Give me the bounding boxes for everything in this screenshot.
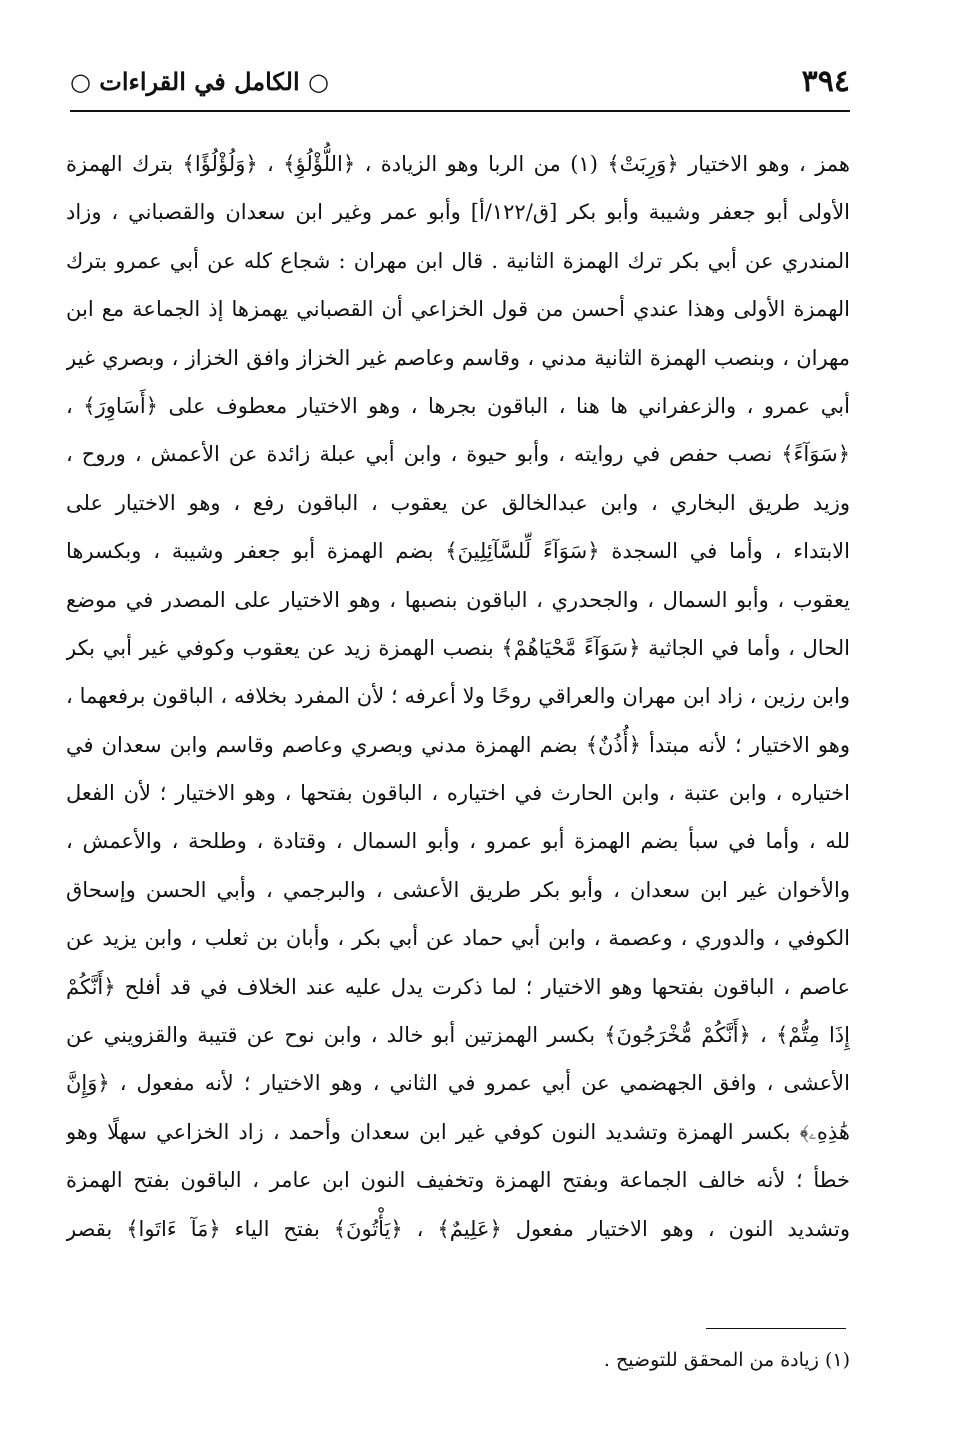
text-line: الهمزة الأولى وهذا عندي أحسن من قول الخزاعي أن القصباني يهمزها إذ الجماعة مع ابن <box>66 297 850 322</box>
text-line: يعقوب ، وأبو السمال ، والجحدري ، الباقون بنصبها ، وهو الاختيار على المصدر في موضع <box>66 587 850 612</box>
footnote-rule <box>706 1328 846 1329</box>
text-line: والأخوان غير ابن سعدان ، وأبو بكر طريق الأعشى ، والبرجمي ، وأبي الحسن وإسحاق <box>66 877 850 902</box>
running-header <box>70 62 850 102</box>
text-line: همز ، وهو الاختيار ﴿وَرِبَتْ﴾ (١) من الربا وهو الزيادة ، ﴿اللُّؤْلُؤِ﴾ ، ﴿وَلُؤْلُؤًا﴾ بترك الهمزة <box>66 152 850 176</box>
text-line: أبي عمرو ، والزعفراني ها هنا ، الباقون بجرها ، وهو الاختيار معطوف على ﴿أَسَاوِرَ﴾ ، <box>66 393 850 418</box>
text-line: إِذَا مِتُّمْ﴾ ، ﴿أَنَّكُمْ مُّخْرَجُونَ﴾ بكسر الهمزتين أبو خالد ، وابن نوح عن قتيبة والقزويني عن <box>66 1023 850 1048</box>
text-line: اختياره ، وابن عتبة ، وابن الحارث في اختياره ، الباقون بفتحها ، وهو الاختيار ؛ لأن الفعل <box>66 781 850 806</box>
text-line: الكوفي ، والدوري ، وعصمة ، وابن أبي حماد عن أبي بكر ، وأبان بن ثعلب ، وابن يزيد عن <box>66 926 850 951</box>
text-line: هَٰذِهِۦ﴾ بكسر الهمزة وتشديد النون كوفي غير ابن سعدان وأحمد ، زاد الخزاعي سهلًا وهو <box>66 1119 850 1144</box>
text-line: الابتداء ، وأما في السجدة ﴿سَوَآءً لِّلسَّآئِلِينَ﴾ بضم الهمزة أبو جعفر وشيبة ، وبكسرها <box>66 539 850 564</box>
text-line: الأولى أبو جعفر وشيبة وأبو بكر [ق/١٢٢/أ] وأبو عمر وغير ابن سعدان والقصباني ، وزاد <box>66 200 850 225</box>
text-line: لله ، وأما في سبأ بضم الهمزة أبو عمرو ، وأبو السمال ، وقتادة ، وطلحة ، والأعمش ، <box>66 829 850 854</box>
text-line: خطأ ؛ لأنه خالف الجماعة وبفتح الهمزة وتخفيف النون ابن عامر ، الباقون بفتح الهمزة <box>66 1168 850 1193</box>
text-line: وهو الاختيار ؛ لأنه مبتدأ ﴿أُذُنٌ﴾ بضم الهمزة مدني وبصري وعاصم وقاسم وابن سعدان في <box>66 732 850 757</box>
text-line: مهران ، وبنصب الهمزة الثانية مدني ، وقاسم وعاصم غير الخزاز وافق الخزاز ، وبصري غير <box>66 345 850 370</box>
text-line: وتشديد النون ، وهو الاختيار مفعول ﴿عَلِيمٌ﴾ ، ﴿يَأْتُونَ﴾ بفتح الياء ﴿مَآ ءَاتَوا﴾ بقصر <box>66 1216 850 1241</box>
book-title: ○ الكامل في القراءات ○ <box>70 67 329 96</box>
text-line: وابن رزين ، زاد ابن مهران والعراقي روحًا ولا أعرفه ؛ لأن المفرد بخلافه ، الباقون برفعهما ، <box>66 684 850 709</box>
footnote: (١) زيادة من المحقق للتوضيح . <box>603 1349 850 1371</box>
text-line: المندري عن أبي بكر ترك الهمزة الثانية . قال ابن مهران : شجاع كله عن أبي عمرو بترك <box>66 248 850 273</box>
text-line: الأعشى ، وافق الجهضمي عن أبي عمرو في الثاني ، وهو الاختيار ؛ لأنه مفعول ، ﴿وَإِنَّ <box>66 1071 850 1096</box>
page-number: ٣٩٤ <box>801 64 850 99</box>
text-line: وزيد طريق البخاري ، وابن عبدالخالق عن يعقوب ، الباقون رفع ، وهو الاختيار على <box>66 490 850 515</box>
text-line: ﴿سَوَآءً﴾ نصب حفص في روايته ، وأبو حيوة ، وابن أبي عبلة زائدة عن الأعمش ، وروح ، <box>66 442 850 467</box>
text-line: الحال ، وأما في الجاثية ﴿سَوَآءً مَّحْيَاهُمْ﴾ بنصب الهمزة زيد عن يعقوب وكوفي غير أبي بكر <box>66 635 850 660</box>
header-rule <box>70 110 850 112</box>
body-text <box>66 140 850 1253</box>
text-line: عاصم ، الباقون بفتحها وهو الاختيار ؛ لما ذكرت يدل عليه عند الخلاف في قد أفلح ﴿أَنَّكُمْ <box>66 974 850 999</box>
